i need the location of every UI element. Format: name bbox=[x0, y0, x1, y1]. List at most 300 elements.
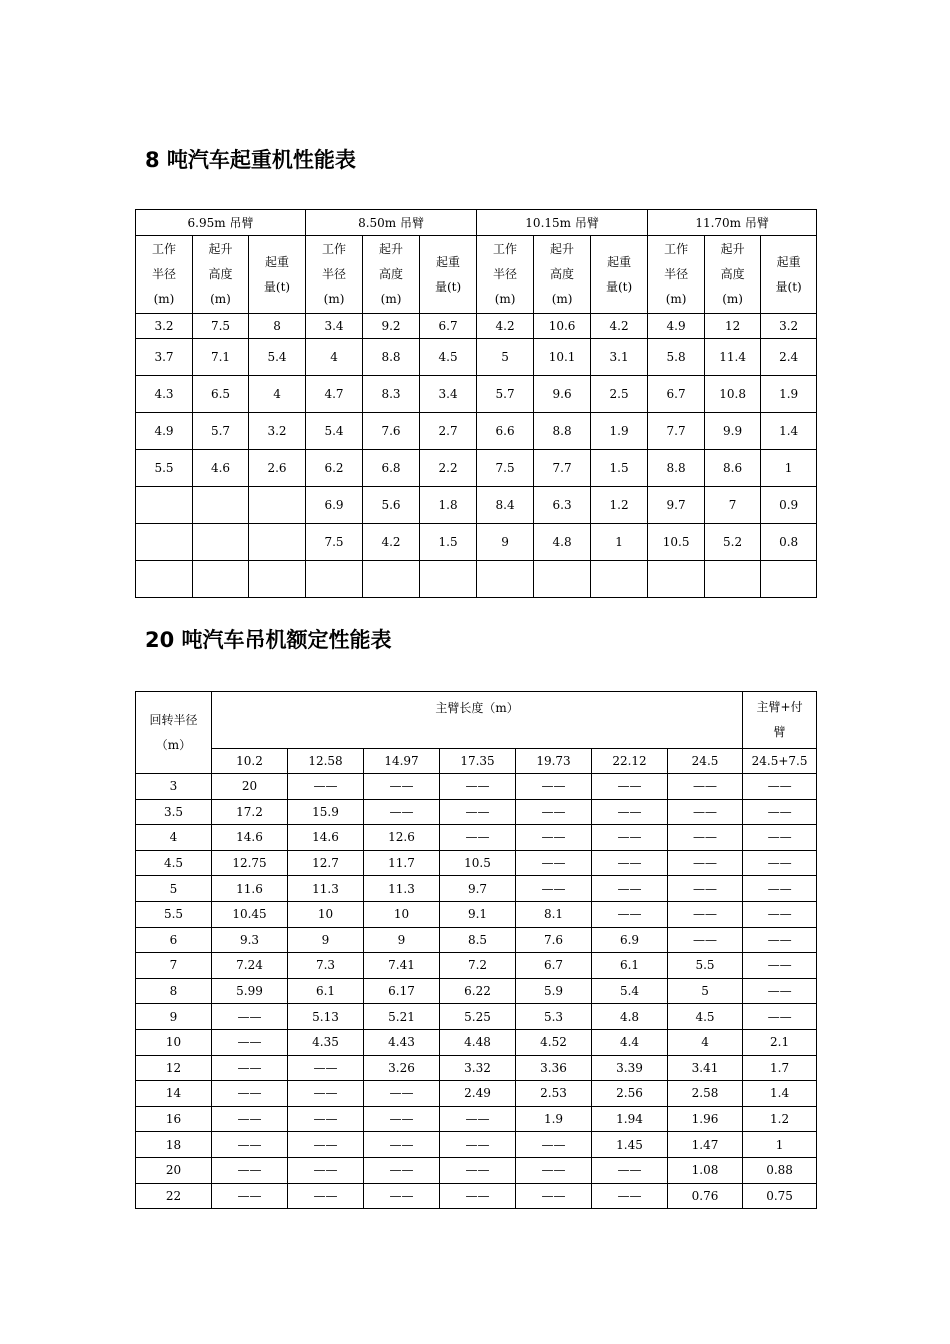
boom-length-header: 14.97 bbox=[364, 749, 440, 774]
capacity-cell: 14.6 bbox=[288, 825, 364, 851]
radius-cell: 18 bbox=[136, 1132, 212, 1158]
table-cell: 7 bbox=[705, 487, 761, 524]
table-cell: 4.2 bbox=[477, 314, 534, 339]
table-row bbox=[136, 1132, 817, 1158]
capacity-cell: 1.08 bbox=[668, 1157, 743, 1183]
capacity-cell: —— bbox=[440, 1106, 516, 1132]
capacity-cell: 5.99 bbox=[212, 978, 288, 1004]
capacity-cell: —— bbox=[592, 1183, 668, 1209]
header-row-top bbox=[136, 692, 817, 749]
capacity-cell: 12.75 bbox=[212, 850, 288, 876]
table-row bbox=[136, 1106, 817, 1132]
capacity-cell: —— bbox=[592, 774, 668, 800]
table-cell: 9.6 bbox=[534, 376, 591, 413]
capacity-cell: 1.7 bbox=[743, 1055, 817, 1081]
capacity-cell: 14.6 bbox=[212, 825, 288, 851]
table-cell: 5.7 bbox=[477, 376, 534, 413]
capacity-cell: 5.3 bbox=[516, 1004, 592, 1030]
table-cell bbox=[705, 561, 761, 598]
capacity-cell: —— bbox=[440, 1157, 516, 1183]
capacity-cell: —— bbox=[743, 953, 817, 979]
table-cell bbox=[249, 561, 306, 598]
table-cell: 7.5 bbox=[306, 524, 363, 561]
table-cell: 10.5 bbox=[648, 524, 705, 561]
table-cell: 3.2 bbox=[761, 314, 817, 339]
boom-header: 8.50m 吊臂 bbox=[306, 210, 477, 236]
table-row bbox=[136, 376, 817, 413]
table-cell: 1.5 bbox=[591, 450, 648, 487]
boom-length-row bbox=[136, 749, 817, 774]
table-cell: 9.2 bbox=[363, 314, 420, 339]
capacity-cell: 3.41 bbox=[668, 1055, 743, 1081]
capacity-cell: 2.49 bbox=[440, 1081, 516, 1107]
radius-cell: 20 bbox=[136, 1157, 212, 1183]
table-cell: 3.1 bbox=[591, 339, 648, 376]
table-row bbox=[136, 876, 817, 902]
capacity-cell: —— bbox=[743, 799, 817, 825]
capacity-cell: —— bbox=[516, 1157, 592, 1183]
capacity-cell: 10 bbox=[288, 901, 364, 927]
table-cell: 11.4 bbox=[705, 339, 761, 376]
capacity-cell: 5.21 bbox=[364, 1004, 440, 1030]
radius-cell: 5.5 bbox=[136, 901, 212, 927]
table-cell: 4.8 bbox=[534, 524, 591, 561]
table-cell: 5.7 bbox=[193, 413, 249, 450]
capacity-cell: —— bbox=[516, 1132, 592, 1158]
capacity-cell: 12.6 bbox=[364, 825, 440, 851]
table-cell: 1.8 bbox=[420, 487, 477, 524]
table-cell: 6.6 bbox=[477, 413, 534, 450]
table-cell: 9.9 bbox=[705, 413, 761, 450]
radius-header: 回转半径 （m） bbox=[136, 692, 212, 774]
capacity-cell: 2.58 bbox=[668, 1081, 743, 1107]
capacity-cell: —— bbox=[592, 901, 668, 927]
table-row bbox=[136, 901, 817, 927]
capacity-cell: 10.5 bbox=[440, 850, 516, 876]
table-row bbox=[136, 1081, 817, 1107]
table-cell: 1 bbox=[761, 450, 817, 487]
table-row bbox=[136, 1183, 817, 1209]
capacity-cell: 4 bbox=[668, 1029, 743, 1055]
table-cell bbox=[648, 561, 705, 598]
table-cell: 2.5 bbox=[591, 376, 648, 413]
capacity-cell: 5.5 bbox=[668, 953, 743, 979]
table-cell: 1.9 bbox=[591, 413, 648, 450]
boom-header: 10.15m 吊臂 bbox=[477, 210, 648, 236]
lift-height-header: 起升 高度 (m) bbox=[705, 236, 761, 314]
capacity-cell: 2.56 bbox=[592, 1081, 668, 1107]
capacity-cell: 6.9 bbox=[592, 927, 668, 953]
table-cell bbox=[534, 561, 591, 598]
capacity-cell: 0.76 bbox=[668, 1183, 743, 1209]
capacity-cell: —— bbox=[364, 1106, 440, 1132]
capacity-cell: —— bbox=[288, 1081, 364, 1107]
table-cell: 6.7 bbox=[648, 376, 705, 413]
capacity-cell: —— bbox=[668, 876, 743, 902]
table-row bbox=[136, 339, 817, 376]
capacity-cell: —— bbox=[592, 876, 668, 902]
table-cell: 8.8 bbox=[534, 413, 591, 450]
table-row bbox=[136, 561, 817, 598]
capacity-cell: —— bbox=[743, 1004, 817, 1030]
capacity-cell: 10.45 bbox=[212, 901, 288, 927]
capacity-cell: —— bbox=[743, 850, 817, 876]
capacity-cell: —— bbox=[212, 1004, 288, 1030]
table-cell bbox=[136, 561, 193, 598]
table-cell: 7.1 bbox=[193, 339, 249, 376]
table-cell: 0.9 bbox=[761, 487, 817, 524]
table-cell: 6.8 bbox=[363, 450, 420, 487]
table-cell: 2.6 bbox=[249, 450, 306, 487]
radius-cell: 22 bbox=[136, 1183, 212, 1209]
capacity-cell: —— bbox=[743, 901, 817, 927]
table-row bbox=[136, 978, 817, 1004]
working-radius-header: 工作 半径 (m) bbox=[477, 236, 534, 314]
radius-cell: 3.5 bbox=[136, 799, 212, 825]
capacity-cell: 3.32 bbox=[440, 1055, 516, 1081]
capacity-cell: —— bbox=[364, 1132, 440, 1158]
table-cell: 4 bbox=[249, 376, 306, 413]
capacity-cell: 1.9 bbox=[516, 1106, 592, 1132]
capacity-cell: 4.52 bbox=[516, 1029, 592, 1055]
capacity-cell: 7.41 bbox=[364, 953, 440, 979]
table-cell: 6.7 bbox=[420, 314, 477, 339]
capacity-cell: 9 bbox=[364, 927, 440, 953]
radius-cell: 4.5 bbox=[136, 850, 212, 876]
radius-cell: 9 bbox=[136, 1004, 212, 1030]
radius-cell: 8 bbox=[136, 978, 212, 1004]
capacity-cell: 7.2 bbox=[440, 953, 516, 979]
table-cell: 5.6 bbox=[363, 487, 420, 524]
table-cell: 4.7 bbox=[306, 376, 363, 413]
table-row bbox=[136, 825, 817, 851]
capacity-cell: 6.1 bbox=[592, 953, 668, 979]
capacity-cell: —— bbox=[592, 825, 668, 851]
capacity-cell: 4.5 bbox=[668, 1004, 743, 1030]
table-cell: 1.9 bbox=[761, 376, 817, 413]
capacity-cell: —— bbox=[592, 1157, 668, 1183]
table-cell bbox=[420, 561, 477, 598]
lift-capacity-header: 起重 量(t) bbox=[761, 236, 817, 314]
capacity-cell: 9.7 bbox=[440, 876, 516, 902]
capacity-cell: —— bbox=[364, 774, 440, 800]
capacity-cell: 4.48 bbox=[440, 1029, 516, 1055]
table-cell: 8.4 bbox=[477, 487, 534, 524]
capacity-cell: —— bbox=[440, 825, 516, 851]
capacity-cell: —— bbox=[440, 774, 516, 800]
lift-capacity-header: 起重 量(t) bbox=[249, 236, 306, 314]
capacity-cell: —— bbox=[288, 1106, 364, 1132]
table-row bbox=[136, 450, 817, 487]
capacity-cell: 4.35 bbox=[288, 1029, 364, 1055]
table-cell: 10.1 bbox=[534, 339, 591, 376]
capacity-cell: 8.1 bbox=[516, 901, 592, 927]
table-row bbox=[136, 953, 817, 979]
table1-title: 8 吨汽车起重机性能表 bbox=[145, 148, 356, 172]
table-cell: 10.8 bbox=[705, 376, 761, 413]
capacity-cell: 11.3 bbox=[288, 876, 364, 902]
table-cell: 3.7 bbox=[136, 339, 193, 376]
table-cell bbox=[193, 561, 249, 598]
boom-length-header: 12.58 bbox=[288, 749, 364, 774]
capacity-cell: 1.4 bbox=[743, 1081, 817, 1107]
capacity-cell: 11.6 bbox=[212, 876, 288, 902]
capacity-cell: 4.4 bbox=[592, 1029, 668, 1055]
capacity-cell: 20 bbox=[212, 774, 288, 800]
boom-plus-jib-header: 主臂+付 臂 bbox=[743, 692, 817, 749]
capacity-cell: —— bbox=[212, 1029, 288, 1055]
table-cell: 8.3 bbox=[363, 376, 420, 413]
table-row bbox=[136, 1055, 817, 1081]
capacity-cell: 9 bbox=[288, 927, 364, 953]
capacity-cell: 11.7 bbox=[364, 850, 440, 876]
table-cell: 6.9 bbox=[306, 487, 363, 524]
capacity-cell: —— bbox=[592, 850, 668, 876]
radius-cell: 7 bbox=[136, 953, 212, 979]
capacity-cell: —— bbox=[440, 799, 516, 825]
table-cell: 0.8 bbox=[761, 524, 817, 561]
table-cell: 6.3 bbox=[534, 487, 591, 524]
lift-height-header: 起升 高度 (m) bbox=[363, 236, 420, 314]
capacity-cell: 3.26 bbox=[364, 1055, 440, 1081]
table-cell: 3.2 bbox=[249, 413, 306, 450]
table-cell: 7.5 bbox=[477, 450, 534, 487]
table-cell: 3.4 bbox=[306, 314, 363, 339]
table-cell: 5 bbox=[477, 339, 534, 376]
capacity-cell: 6.1 bbox=[288, 978, 364, 1004]
capacity-cell: 5 bbox=[668, 978, 743, 1004]
radius-cell: 12 bbox=[136, 1055, 212, 1081]
table-row bbox=[136, 413, 817, 450]
capacity-cell: —— bbox=[592, 799, 668, 825]
capacity-cell: —— bbox=[516, 1183, 592, 1209]
main-boom-length-header: 主臂长度（m） bbox=[212, 692, 743, 749]
radius-cell: 4 bbox=[136, 825, 212, 851]
table-cell: 6.5 bbox=[193, 376, 249, 413]
working-radius-header: 工作 半径 (m) bbox=[136, 236, 193, 314]
table-cell bbox=[591, 561, 648, 598]
boom-header: 11.70m 吊臂 bbox=[648, 210, 817, 236]
capacity-cell: 12.7 bbox=[288, 850, 364, 876]
capacity-cell: —— bbox=[516, 850, 592, 876]
capacity-cell: —— bbox=[743, 825, 817, 851]
capacity-cell: —— bbox=[743, 927, 817, 953]
lift-height-header: 起升 高度 (m) bbox=[193, 236, 249, 314]
radius-cell: 14 bbox=[136, 1081, 212, 1107]
table-cell: 9.7 bbox=[648, 487, 705, 524]
lift-height-header: 起升 高度 (m) bbox=[534, 236, 591, 314]
working-radius-header: 工作 半径 (m) bbox=[648, 236, 705, 314]
table-row bbox=[136, 1029, 817, 1055]
table-cell: 7.7 bbox=[648, 413, 705, 450]
capacity-cell: 3.39 bbox=[592, 1055, 668, 1081]
table-row bbox=[136, 1004, 817, 1030]
capacity-cell: 9.3 bbox=[212, 927, 288, 953]
capacity-cell: 1.45 bbox=[592, 1132, 668, 1158]
radius-cell: 10 bbox=[136, 1029, 212, 1055]
capacity-cell: —— bbox=[364, 799, 440, 825]
capacity-cell: 5.13 bbox=[288, 1004, 364, 1030]
capacity-cell: 6.17 bbox=[364, 978, 440, 1004]
capacity-cell: 1.94 bbox=[592, 1106, 668, 1132]
table-cell: 1.2 bbox=[591, 487, 648, 524]
radius-cell: 16 bbox=[136, 1106, 212, 1132]
table-row bbox=[136, 927, 817, 953]
capacity-cell: 3.36 bbox=[516, 1055, 592, 1081]
table-cell: 2.7 bbox=[420, 413, 477, 450]
table-cell: 2.4 bbox=[761, 339, 817, 376]
table-cell: 4.6 bbox=[193, 450, 249, 487]
table-row bbox=[136, 774, 817, 800]
capacity-cell: —— bbox=[212, 1132, 288, 1158]
capacity-cell: 11.3 bbox=[364, 876, 440, 902]
capacity-cell: 7.6 bbox=[516, 927, 592, 953]
boom-length-header: 17.35 bbox=[440, 749, 516, 774]
capacity-cell: —— bbox=[440, 1132, 516, 1158]
table-cell: 8 bbox=[249, 314, 306, 339]
boom-length-header: 10.2 bbox=[212, 749, 288, 774]
boom-length-header: 24.5 bbox=[668, 749, 743, 774]
lift-capacity-header: 起重 量(t) bbox=[420, 236, 477, 314]
table-cell: 8.8 bbox=[363, 339, 420, 376]
table-row bbox=[136, 1157, 817, 1183]
boom-header: 6.95m 吊臂 bbox=[136, 210, 306, 236]
table-cell bbox=[249, 487, 306, 524]
table-row bbox=[136, 524, 817, 561]
boom-length-header: 22.12 bbox=[592, 749, 668, 774]
capacity-cell: 1 bbox=[743, 1132, 817, 1158]
capacity-cell: —— bbox=[212, 1106, 288, 1132]
capacity-cell: 7.3 bbox=[288, 953, 364, 979]
crane-8t-performance-table bbox=[135, 209, 817, 598]
table-cell: 7.6 bbox=[363, 413, 420, 450]
capacity-cell: —— bbox=[212, 1081, 288, 1107]
table-cell: 7.5 bbox=[193, 314, 249, 339]
subheader-row bbox=[136, 236, 817, 314]
capacity-cell: —— bbox=[516, 774, 592, 800]
table-row bbox=[136, 314, 817, 339]
capacity-cell: —— bbox=[668, 799, 743, 825]
table-cell bbox=[136, 524, 193, 561]
capacity-cell: —— bbox=[516, 799, 592, 825]
capacity-cell: 9.1 bbox=[440, 901, 516, 927]
table-cell bbox=[193, 524, 249, 561]
table-cell: 8.8 bbox=[648, 450, 705, 487]
table2-title: 20 吨汽车吊机额定性能表 bbox=[145, 628, 392, 652]
table-cell: 5.4 bbox=[249, 339, 306, 376]
capacity-cell: 1.47 bbox=[668, 1132, 743, 1158]
capacity-cell: —— bbox=[516, 825, 592, 851]
table-cell: 1 bbox=[591, 524, 648, 561]
table-cell: 4.9 bbox=[136, 413, 193, 450]
capacity-cell: —— bbox=[364, 1081, 440, 1107]
capacity-cell: 1.2 bbox=[743, 1106, 817, 1132]
boom-length-header: 24.5+7.5 bbox=[743, 749, 817, 774]
capacity-cell: 17.2 bbox=[212, 799, 288, 825]
table-cell: 3.4 bbox=[420, 376, 477, 413]
capacity-cell: —— bbox=[668, 774, 743, 800]
capacity-cell: 8.5 bbox=[440, 927, 516, 953]
radius-cell: 3 bbox=[136, 774, 212, 800]
capacity-cell: —— bbox=[668, 927, 743, 953]
table-cell: 4.5 bbox=[420, 339, 477, 376]
table-cell bbox=[306, 561, 363, 598]
capacity-cell: 2.1 bbox=[743, 1029, 817, 1055]
capacity-cell: —— bbox=[743, 774, 817, 800]
table-cell bbox=[136, 487, 193, 524]
capacity-cell: 6.22 bbox=[440, 978, 516, 1004]
crane-20t-rated-performance-table bbox=[135, 691, 817, 1209]
table-cell bbox=[363, 561, 420, 598]
capacity-cell: —— bbox=[288, 1055, 364, 1081]
table-cell: 3.2 bbox=[136, 314, 193, 339]
table-cell: 5.8 bbox=[648, 339, 705, 376]
table-cell: 8.6 bbox=[705, 450, 761, 487]
capacity-cell: —— bbox=[668, 850, 743, 876]
capacity-cell: 7.24 bbox=[212, 953, 288, 979]
table-cell: 1.4 bbox=[761, 413, 817, 450]
capacity-cell: 5.9 bbox=[516, 978, 592, 1004]
table-cell: 4.2 bbox=[363, 524, 420, 561]
capacity-cell: —— bbox=[516, 876, 592, 902]
table-cell: 4.9 bbox=[648, 314, 705, 339]
table-cell: 5.5 bbox=[136, 450, 193, 487]
capacity-cell: 4.43 bbox=[364, 1029, 440, 1055]
table-row bbox=[136, 487, 817, 524]
capacity-cell: —— bbox=[212, 1183, 288, 1209]
capacity-cell: —— bbox=[743, 876, 817, 902]
table-cell bbox=[193, 487, 249, 524]
table-cell: 10.6 bbox=[534, 314, 591, 339]
table-cell: 5.4 bbox=[306, 413, 363, 450]
table-cell: 7.7 bbox=[534, 450, 591, 487]
capacity-cell: 0.88 bbox=[743, 1157, 817, 1183]
capacity-cell: —— bbox=[288, 1157, 364, 1183]
table-row bbox=[136, 799, 817, 825]
table-cell bbox=[477, 561, 534, 598]
capacity-cell: —— bbox=[364, 1157, 440, 1183]
table-row bbox=[136, 850, 817, 876]
capacity-cell: —— bbox=[212, 1055, 288, 1081]
capacity-cell: —— bbox=[288, 774, 364, 800]
table-cell: 4.3 bbox=[136, 376, 193, 413]
table-cell: 12 bbox=[705, 314, 761, 339]
capacity-cell: —— bbox=[743, 978, 817, 1004]
lift-capacity-header: 起重 量(t) bbox=[591, 236, 648, 314]
table-cell: 4.2 bbox=[591, 314, 648, 339]
working-radius-header: 工作 半径 (m) bbox=[306, 236, 363, 314]
capacity-cell: 15.9 bbox=[288, 799, 364, 825]
boom-length-header: 19.73 bbox=[516, 749, 592, 774]
capacity-cell: —— bbox=[212, 1157, 288, 1183]
capacity-cell: —— bbox=[288, 1132, 364, 1158]
radius-cell: 5 bbox=[136, 876, 212, 902]
capacity-cell: 5.25 bbox=[440, 1004, 516, 1030]
capacity-cell: 1.96 bbox=[668, 1106, 743, 1132]
table-cell: 5.2 bbox=[705, 524, 761, 561]
capacity-cell: 6.7 bbox=[516, 953, 592, 979]
capacity-cell: 0.75 bbox=[743, 1183, 817, 1209]
table-cell: 4 bbox=[306, 339, 363, 376]
capacity-cell: —— bbox=[668, 825, 743, 851]
table-cell: 1.5 bbox=[420, 524, 477, 561]
table-cell: 2.2 bbox=[420, 450, 477, 487]
capacity-cell: —— bbox=[668, 901, 743, 927]
table-cell bbox=[761, 561, 817, 598]
capacity-cell: —— bbox=[364, 1183, 440, 1209]
table-cell: 6.2 bbox=[306, 450, 363, 487]
capacity-cell: 10 bbox=[364, 901, 440, 927]
